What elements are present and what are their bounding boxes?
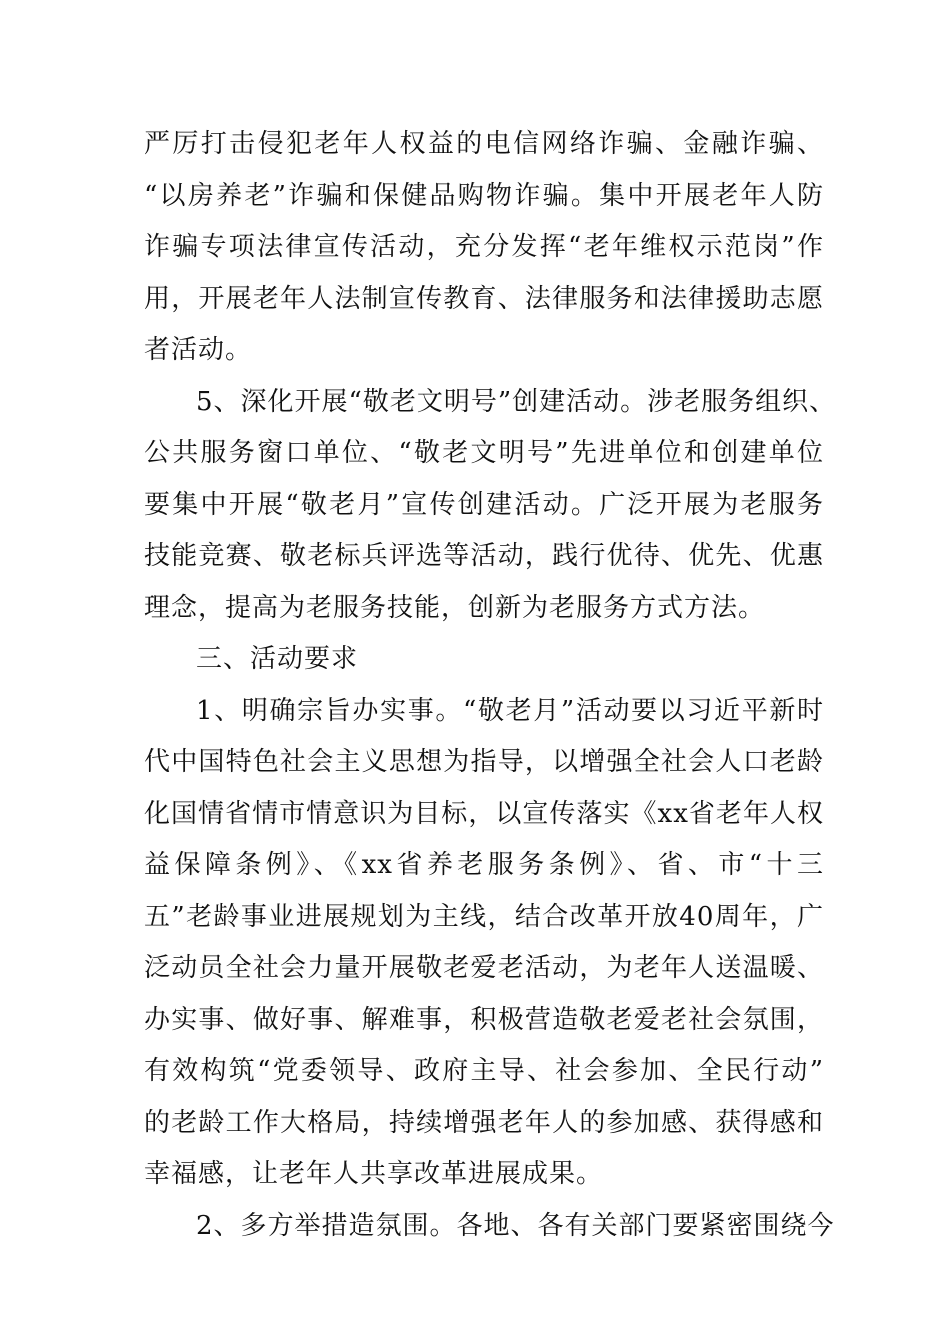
body-line: 办实事、做好事、解难事，积极营造敬老爱老社会氛围， <box>144 1004 824 1035</box>
body-line: 有效构筑“党委领导、政府主导、社会参加、全民行动” <box>144 1056 824 1086</box>
body-line: 泛动员全社会力量开展敬老爱老活动，为老年人送温暖、 <box>144 953 824 983</box>
body-line: 诈骗专项法律宣传活动，充分发挥“老年维权示范岗”作 <box>144 232 824 262</box>
body-line: 的老龄工作大格局，持续增强老年人的参加感、获得感和 <box>144 1107 824 1138</box>
body-line: 严厉打击侵犯老年人权益的电信网络诈骗、金融诈骗、 <box>144 129 824 159</box>
body-line: 技能竞赛、敬老标兵评选等活动，践行优待、优先、优惠 <box>144 541 824 571</box>
body-line: 5、深化开展“敬老文明号”创建活动。涉老服务组织、 <box>196 386 837 417</box>
body-line: 者活动。 <box>144 335 253 365</box>
body-line: 益保障条例》、《xx省养老服务条例》、省、市“十三 <box>144 850 824 880</box>
body-line: 五”老龄事业进展规划为主线，结合改革开放40周年，广 <box>144 901 824 932</box>
body-line: “以房养老”诈骗和保健品购物诈骗。集中开展老年人防 <box>144 180 824 211</box>
body-line: 公共服务窗口单位、“敬老文明号”先进单位和创建单位 <box>144 438 824 468</box>
body-line: 代中国特色社会主义思想为指导，以增强全社会人口老龄 <box>144 747 824 777</box>
section-heading: 三、活动要求 <box>196 644 359 674</box>
body-line: 1、明确宗旨办实事。“敬老月”活动要以习近平新时 <box>196 695 824 726</box>
body-line: 用，开展老年人法制宣传教育、法律服务和法律援助志愿 <box>144 283 824 314</box>
body-line: 理念，提高为老服务技能，创新为老服务方式方法。 <box>144 592 766 623</box>
body-line: 幸福感，让老年人共享改革进展成果。 <box>144 1159 604 1189</box>
body-line: 化国情省情市情意识为目标，以宣传落实《xx省老年人权 <box>144 798 824 829</box>
body-line: 2、多方举措造氛围。各地、各有关部门要紧密围绕今 <box>196 1210 835 1241</box>
document-body <box>144 119 837 1252</box>
body-line: 要集中开展“敬老月”宣传创建活动。广泛开展为老服务 <box>144 489 824 520</box>
